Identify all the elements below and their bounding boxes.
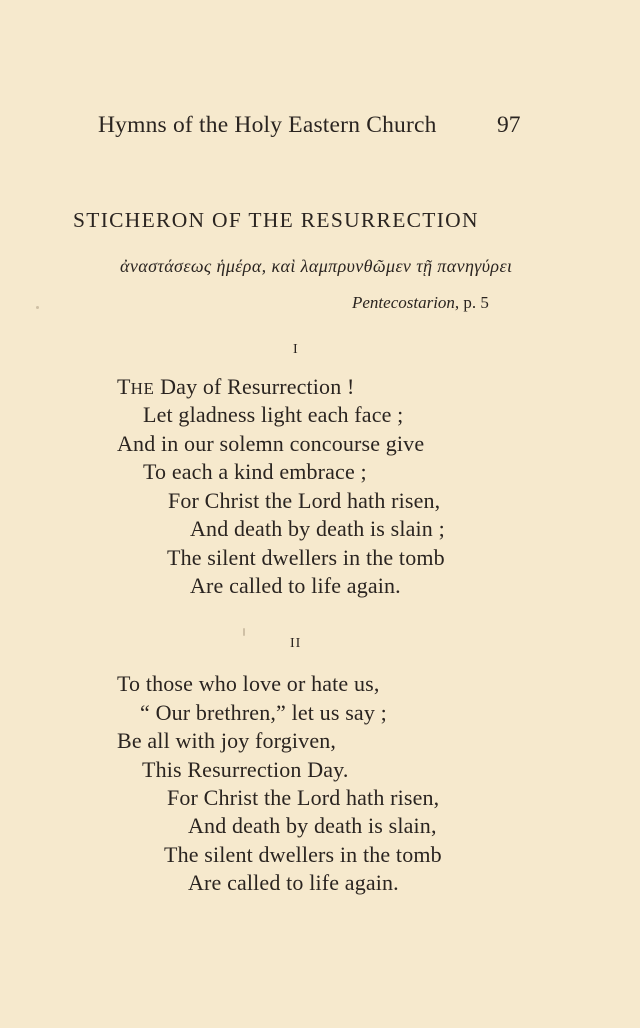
stanza-line: To those who love or hate us, [117,671,380,696]
stanza-line [117,374,354,400]
small-caps-word: HE [130,379,155,398]
stanza-numeral: I [293,342,299,357]
page-number: 97 [497,112,521,138]
stanza-line: Be all with joy forgiven, [117,728,337,753]
greek-epigraph: ἀναστάσεως ἡμέρα, καὶ λαμπρυνθῶμεν τῇ πανηγύρει [120,256,513,276]
stanza-line: To each a kind embrace ; [143,459,367,484]
stanza-line: The silent dwellers in the tomb [167,545,445,570]
first-line-rest: Day of Resurrection ! [154,374,355,399]
stanza-line: And in our solemn concourse give [117,431,425,456]
stanza-line: And death by death is slain ; [190,516,445,541]
stanza-line: For Christ the Lord hath risen, [168,488,441,513]
source-citation [352,293,489,313]
stanza-line: Are called to life again. [188,870,399,895]
hymn-title: STICHERON OF THE RESURRECTION [73,208,479,232]
stanza-line: “ Our brethren,” let us say ; [140,700,387,725]
stanza-line: This Resurrection Day. [142,757,349,782]
source-title: Pentecostarion [352,293,455,312]
drop-initial: T [117,374,131,399]
page-speck [243,628,245,636]
stanza-line: And death by death is slain, [188,813,437,838]
page-speck [36,306,39,309]
stanza-line: The silent dwellers in the tomb [164,842,442,867]
running-head: Hymns of the Holy Eastern Church [98,112,437,138]
source-page: , p. 5 [454,293,489,312]
stanza-line: For Christ the Lord hath risen, [167,785,440,810]
stanza-line: Let gladness light each face ; [143,402,404,427]
stanza-line: Are called to life again. [190,573,401,598]
stanza-numeral: II [290,636,302,651]
